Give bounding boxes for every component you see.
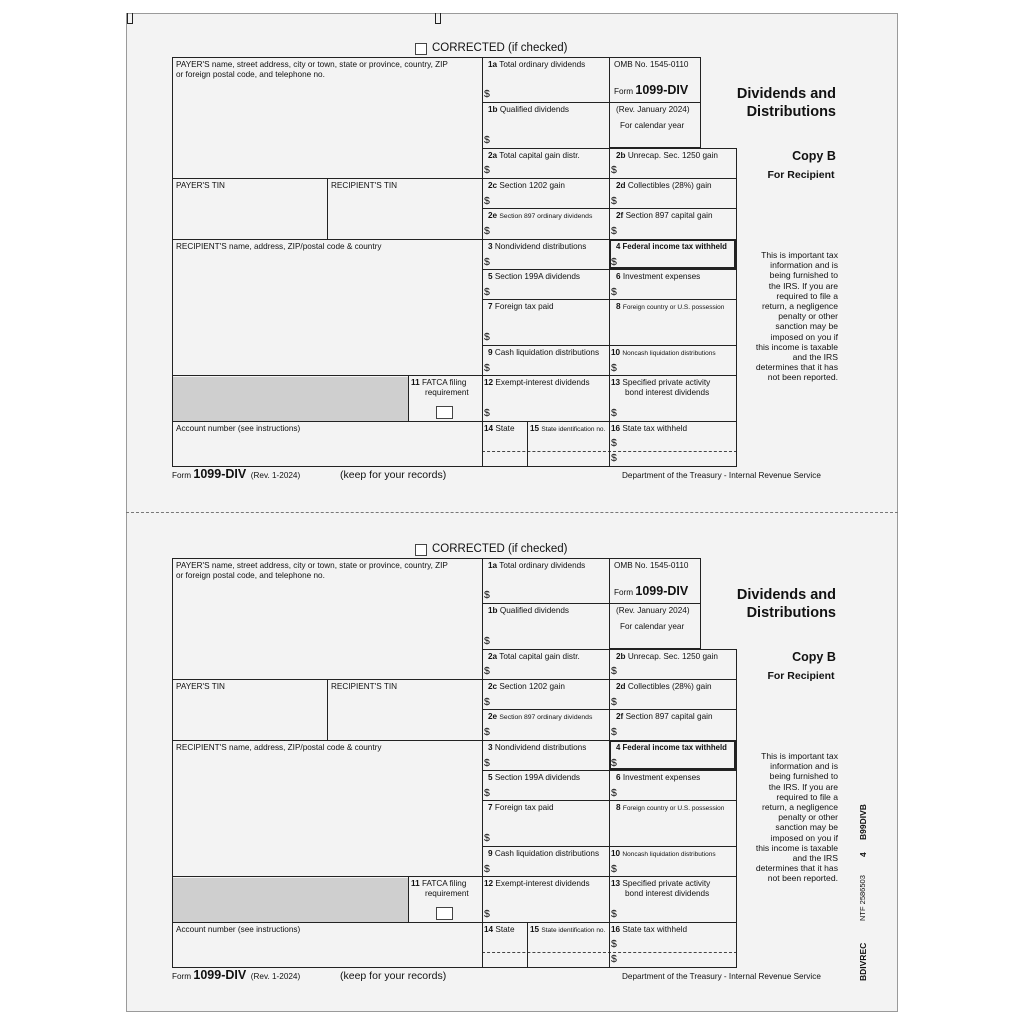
form-title: Dividends and Distributions <box>736 587 836 621</box>
box-13-amount[interactable]: $ <box>611 908 617 920</box>
box-5-amount[interactable]: $ <box>484 286 490 298</box>
box-10-label: 10 Noncash liquidation distributions <box>611 348 716 357</box>
box-2f-label: 2f Section 897 capital gain <box>616 712 713 721</box>
irs-notice-line: required to file a <box>776 290 838 301</box>
fatca-label-2: requirement <box>425 889 469 898</box>
box-6-amount[interactable]: $ <box>611 286 617 298</box>
irs-notice-line: being furnished to <box>769 270 838 281</box>
irs-notice-line: not been reported. <box>767 372 838 383</box>
payer-name-label: PAYER'S name, street address, city or town, state or province, country, ZIP <box>176 60 448 69</box>
box-2f-amount[interactable]: $ <box>611 726 617 738</box>
box-2c-amount[interactable]: $ <box>484 195 490 207</box>
irs-notice-line: sanction may be <box>775 822 838 833</box>
box-4-amount[interactable]: $ <box>611 256 617 268</box>
box-1b-label: 1b Qualified dividends <box>488 105 570 114</box>
box-16-amount-1[interactable]: $ <box>611 437 617 449</box>
form-title: Dividends and Distributions <box>736 86 836 120</box>
corrected-label: CORRECTED (if checked) <box>432 42 568 54</box>
box-7-label: 7 Foreign tax paid <box>488 302 554 311</box>
form-number: Form 1099-DIV <box>614 83 689 97</box>
box-2a-label: 2a Total capital gain distr. <box>488 151 580 160</box>
payer-name-label-2: or foreign postal code, and telephone no. <box>176 70 325 79</box>
box-3-amount[interactable]: $ <box>484 256 490 268</box>
irs-notice-line: return, a negligence <box>762 802 838 813</box>
department-label: Department of the Treasury - Internal Revenue Service <box>622 972 821 981</box>
calendar-year-label: For calendar year <box>620 622 685 631</box>
recipient-tin-label: RECIPIENT'S TIN <box>331 682 398 691</box>
payer-tin-label: PAYER'S TIN <box>176 682 225 691</box>
box-1b-label: 1b Qualified dividends <box>488 606 570 615</box>
box-15-label: 15 State identification no. <box>530 424 606 433</box>
box-13-label: 13 Specified private activity <box>611 879 711 888</box>
irs-notice-line: the IRS. If you are <box>768 280 838 291</box>
irs-notice-line: this income is taxable <box>755 842 838 853</box>
box-2a-amount[interactable]: $ <box>484 164 490 176</box>
box-10-amount[interactable]: $ <box>611 362 617 374</box>
box-7-amount[interactable]: $ <box>484 331 490 343</box>
irs-notice-line: information and is <box>770 761 838 772</box>
irs-notice-line: return, a negligence <box>762 301 838 312</box>
box-6-label: 6 Investment expenses <box>616 272 701 281</box>
box-2c-amount[interactable]: $ <box>484 696 490 708</box>
shaded-area <box>173 878 408 923</box>
box-2a-label: 2a Total capital gain distr. <box>488 652 580 661</box>
department-label: Department of the Treasury - Internal Revenue Service <box>622 471 821 480</box>
box-1a-label: 1a Total ordinary dividends <box>488 60 586 69</box>
box-14-label: 14 State <box>484 424 515 433</box>
box-7-label: 7 Foreign tax paid <box>488 803 554 812</box>
box-2f-label: 2f Section 897 capital gain <box>616 211 713 220</box>
box-8-label: 8 Foreign country or U.S. possession <box>616 302 725 311</box>
keep-for-records: (keep for your records) <box>340 970 447 982</box>
box-16-amount-2[interactable]: $ <box>611 452 617 464</box>
irs-notice-line: this income is taxable <box>755 341 838 352</box>
form-1099-div-copy-b <box>0 501 1024 982</box>
box-12-label: 12 Exempt-interest dividends <box>484 378 590 387</box>
fatca-label-2: requirement <box>425 388 469 397</box>
irs-notice-line: This is important tax <box>761 250 838 260</box>
box-9-label: 9 Cash liquidation distributions <box>488 849 600 858</box>
box-12-amount[interactable]: $ <box>484 908 490 920</box>
form-revision: (Rev. January 2024) <box>616 105 690 114</box>
box-9-label: 9 Cash liquidation distributions <box>488 348 600 357</box>
box-2b-amount[interactable]: $ <box>611 164 617 176</box>
box-16-label: 16 State tax withheld <box>611 925 688 934</box>
box-2d-label: 2d Collectibles (28%) gain <box>616 181 712 190</box>
box-1a-amount[interactable]: $ <box>484 88 490 100</box>
box-4-label: 4 Federal income tax withheld <box>616 743 727 752</box>
side-code-ntf: NTF 2586503 <box>858 875 867 921</box>
box-2e-label: 2e Section 897 ordinary dividends <box>488 211 593 220</box>
irs-notice-line: and the IRS <box>792 352 838 363</box>
box-2b-label: 2b Unrecap. Sec. 1250 gain <box>616 151 718 160</box>
recipient-tin-label: RECIPIENT'S TIN <box>331 181 398 190</box>
irs-notice-line: sanction may be <box>775 321 838 332</box>
payer-name-label-2: or foreign postal code, and telephone no. <box>176 571 325 580</box>
box-16-amount-2[interactable]: $ <box>611 953 617 965</box>
box-13-label: 13 Specified private activity <box>611 378 711 387</box>
box-2e-amount[interactable]: $ <box>484 726 490 738</box>
box-5-label: 5 Section 199A dividends <box>488 773 580 782</box>
box-14-label: 14 State <box>484 925 515 934</box>
recipient-name-label: RECIPIENT'S name, address, ZIP/postal code & country <box>176 242 382 251</box>
box-3-label: 3 Nondividend distributions <box>488 743 587 752</box>
box-2d-label: 2d Collectibles (28%) gain <box>616 682 712 691</box>
box-10-label: 10 Noncash liquidation distributions <box>611 849 716 858</box>
box-12-label: 12 Exempt-interest dividends <box>484 879 590 888</box>
box-6-amount[interactable]: $ <box>611 787 617 799</box>
irs-notice-line: penalty or other <box>778 812 838 823</box>
box-2e-amount[interactable]: $ <box>484 225 490 237</box>
irs-notice-line: determines that it has <box>755 863 838 874</box>
for-recipient-label: For Recipient <box>767 169 835 181</box>
box-2c-label: 2c Section 1202 gain <box>488 181 565 190</box>
recipient-name-label: RECIPIENT'S name, address, ZIP/postal code & country <box>176 743 382 752</box>
irs-notice-line: penalty or other <box>778 311 838 322</box>
irs-notice-line: information and is <box>770 260 838 271</box>
box-5-amount[interactable]: $ <box>484 787 490 799</box>
corrected-label: CORRECTED (if checked) <box>432 543 568 555</box>
form-revision: (Rev. January 2024) <box>616 606 690 615</box>
fatca-label: 11 FATCA filing <box>411 879 467 888</box>
box-1a-label: 1a Total ordinary dividends <box>488 561 586 570</box>
box-1b-amount[interactable]: $ <box>484 635 490 647</box>
corrected-checkbox[interactable] <box>415 544 427 556</box>
box-9-amount[interactable]: $ <box>484 863 490 875</box>
copy-b-label: Copy B <box>792 650 836 664</box>
box-5-label: 5 Section 199A dividends <box>488 272 580 281</box>
box-13-label-2: bond interest dividends <box>625 889 710 898</box>
box-7-amount[interactable]: $ <box>484 832 490 844</box>
box-4-label: 4 Federal income tax withheld <box>616 242 727 251</box>
irs-notice-line: not been reported. <box>767 873 838 884</box>
account-number-label: Account number (see instructions) <box>176 925 301 934</box>
irs-notice-line: required to file a <box>776 791 838 802</box>
fatca-label: 11 FATCA filing <box>411 378 467 387</box>
for-recipient-label: For Recipient <box>767 670 835 682</box>
payer-tin-label: PAYER'S TIN <box>176 181 225 190</box>
box-2b-amount[interactable]: $ <box>611 665 617 677</box>
irs-notice-line: This is important tax <box>761 751 838 761</box>
keep-for-records: (keep for your records) <box>340 469 447 481</box>
box-2b-label: 2b Unrecap. Sec. 1250 gain <box>616 652 718 661</box>
box-13-amount[interactable]: $ <box>611 407 617 419</box>
fatca-checkbox[interactable] <box>436 406 453 419</box>
box-8-label: 8 Foreign country or U.S. possession <box>616 803 725 812</box>
box-2c-label: 2c Section 1202 gain <box>488 682 565 691</box>
box-9-amount[interactable]: $ <box>484 362 490 374</box>
irs-notice <box>752 751 838 884</box>
irs-notice-line: determines that it has <box>755 362 838 373</box>
footer-form-id: Form 1099-DIV (Rev. 1-2024) <box>172 968 301 982</box>
irs-notice-line: and the IRS <box>792 853 838 864</box>
form-1099-div-copy-b <box>0 0 1024 481</box>
payer-name-label: PAYER'S name, street address, city or town, state or province, country, ZIP <box>176 561 448 570</box>
irs-notice-line: being furnished to <box>769 771 838 782</box>
box-2d-amount[interactable]: $ <box>611 696 617 708</box>
box-2d-amount[interactable]: $ <box>611 195 617 207</box>
side-code-rec: BDIVREC <box>858 942 868 981</box>
box-6-label: 6 Investment expenses <box>616 773 701 782</box>
footer-form-id: Form 1099-DIV (Rev. 1-2024) <box>172 467 301 481</box>
box-4-amount[interactable]: $ <box>611 757 617 769</box>
box-16-label: 16 State tax withheld <box>611 424 688 433</box>
box-13-label-2: bond interest dividends <box>625 388 710 397</box>
box-2a-amount[interactable]: $ <box>484 665 490 677</box>
box-1b-amount[interactable]: $ <box>484 134 490 146</box>
box-3-label: 3 Nondividend distributions <box>488 242 587 251</box>
corrected-checkbox[interactable] <box>415 43 427 55</box>
box-2e-label: 2e Section 897 ordinary dividends <box>488 712 593 721</box>
calendar-year-label: For calendar year <box>620 121 685 130</box>
account-number-label: Account number (see instructions) <box>176 424 301 433</box>
irs-notice <box>752 250 838 383</box>
side-code-number: 4 <box>858 852 868 857</box>
box-16-amount-1[interactable]: $ <box>611 938 617 950</box>
fatca-checkbox[interactable] <box>436 907 453 920</box>
irs-notice-line: imposed on you if <box>770 331 838 342</box>
omb-number: OMB No. 1545-0110 <box>614 561 689 570</box>
irs-notice-line: imposed on you if <box>770 832 838 843</box>
box-12-amount[interactable]: $ <box>484 407 490 419</box>
irs-notice-line: the IRS. If you are <box>768 781 838 792</box>
box-10-amount[interactable]: $ <box>611 863 617 875</box>
box-3-amount[interactable]: $ <box>484 757 490 769</box>
box-15-label: 15 State identification no. <box>530 925 606 934</box>
copy-b-label: Copy B <box>792 149 836 163</box>
form-number: Form 1099-DIV <box>614 584 689 598</box>
shaded-area <box>173 377 408 422</box>
box-1a-amount[interactable]: $ <box>484 589 490 601</box>
box-2f-amount[interactable]: $ <box>611 225 617 237</box>
omb-number: OMB No. 1545-0110 <box>614 60 689 69</box>
side-code-form: B99DIVB <box>858 804 868 840</box>
